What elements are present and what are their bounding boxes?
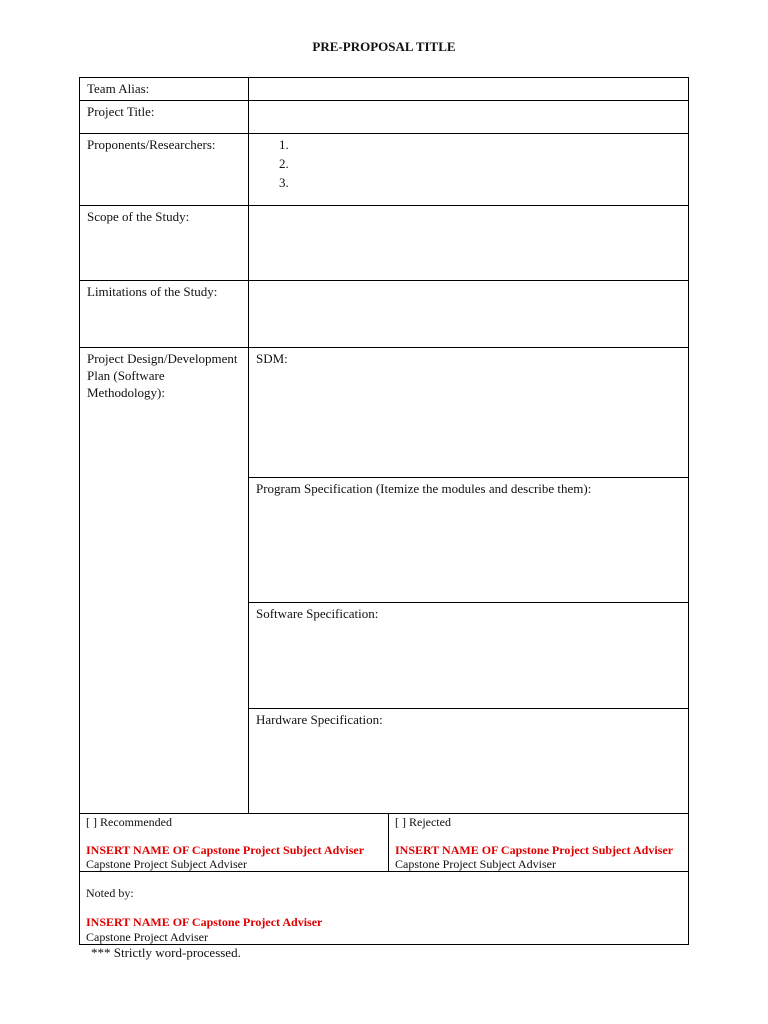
project-title-label: Project Title: (87, 104, 155, 119)
proponent-number: 3. (279, 175, 289, 190)
proponents-list (279, 135, 289, 192)
scope-label-cell (79, 205, 249, 281)
software-spec-label: Software Specification: (256, 606, 379, 621)
footnote: *** Strictly word-processed. (91, 945, 241, 960)
program-spec-label: Program Specification (Itemize the modules and describe them): (256, 481, 592, 496)
scope-field[interactable] (248, 205, 689, 281)
proponents-label: Proponents/Researchers: (87, 137, 216, 152)
noted-adviser-name[interactable]: INSERT NAME OF Capstone Project Adviser (86, 915, 323, 929)
scope-label: Scope of the Study: (87, 209, 190, 224)
software-spec-field[interactable] (248, 602, 689, 709)
proponents-field[interactable] (248, 133, 689, 206)
limitations-field[interactable] (248, 280, 689, 348)
rejected-cell (388, 813, 689, 872)
recommended-checkbox[interactable]: [ ] Recommended (86, 815, 172, 829)
design-plan-label-cell (79, 347, 249, 814)
recommended-adviser-role: Capstone Project Subject Adviser (86, 857, 247, 871)
team-alias-label: Team Alias: (87, 81, 150, 96)
noted-by-label: Noted by: (86, 886, 134, 900)
team-alias-label-cell (79, 77, 249, 101)
team-alias-field[interactable] (248, 77, 689, 101)
noted-by-cell (79, 871, 689, 945)
noted-adviser-role: Capstone Project Adviser (86, 930, 208, 944)
page-title: PRE-PROPOSAL TITLE (312, 39, 456, 54)
hardware-spec-field[interactable] (248, 708, 689, 814)
program-spec-field[interactable] (248, 477, 689, 603)
project-title-field[interactable] (248, 100, 689, 134)
sdm-label: SDM: (256, 351, 288, 366)
sdm-field[interactable] (248, 347, 689, 478)
rejected-adviser-name[interactable]: INSERT NAME OF Capstone Project Subject Adviser (395, 843, 674, 857)
recommended-cell (79, 813, 389, 872)
proponent-number: 1. (279, 137, 289, 152)
proponent-number: 2. (279, 156, 289, 171)
design-plan-label: Project Design/Development Plan (Software Methodology): (87, 351, 238, 400)
rejected-adviser-role: Capstone Project Subject Adviser (395, 857, 556, 871)
recommended-adviser-name[interactable]: INSERT NAME OF Capstone Project Subject Adviser (86, 843, 365, 857)
project-title-label-cell (79, 100, 249, 134)
limitations-label: Limitations of the Study: (87, 284, 218, 299)
proponents-label-cell (79, 133, 249, 206)
hardware-spec-label: Hardware Specification: (256, 712, 383, 727)
limitations-label-cell (79, 280, 249, 348)
rejected-checkbox[interactable]: [ ] Rejected (395, 815, 451, 829)
